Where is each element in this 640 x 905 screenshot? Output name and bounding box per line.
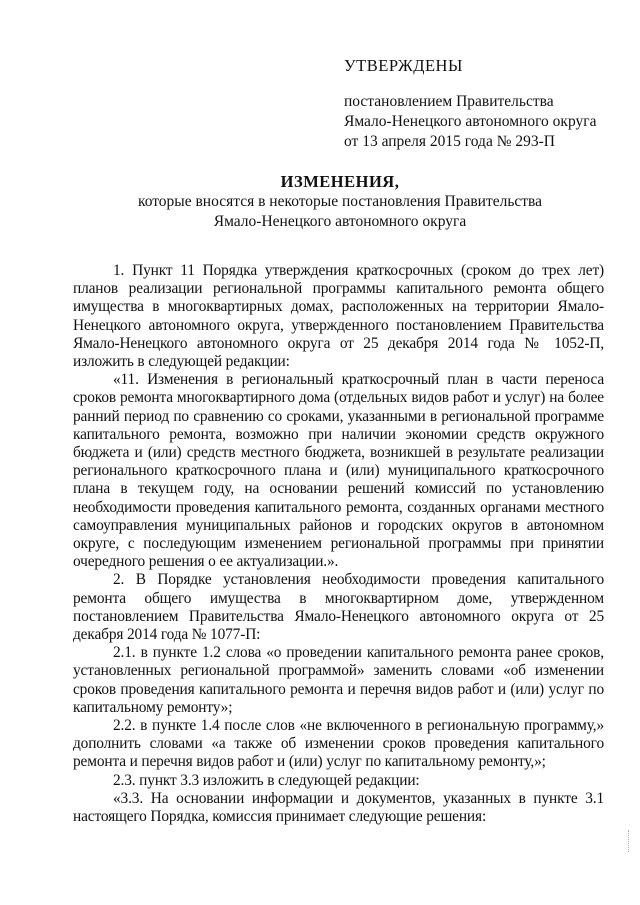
paragraph: «3.3. На основании информации и документов, указанных в пункте 3.1 настоящего Порядка, комиссия принимает следующие решения: <box>73 789 604 826</box>
document-subtitle: которые вносятся в некоторые постановления Правительства <box>137 193 543 210</box>
approval-block <box>344 56 624 152</box>
document-subtitle: Ямало-Ненецкого автономного округа <box>213 213 467 230</box>
approval-heading: УТВЕРЖДЕНЫ <box>344 56 463 75</box>
approval-line: постановлением Правительства <box>344 93 554 110</box>
approval-date-line: от 13 апреля 2015 года № 293-П <box>344 133 555 150</box>
scan-mark <box>628 830 631 852</box>
document-body <box>73 262 604 826</box>
paragraph: 2. В Порядке установления необходимости проведения капитального ремонта общего имущества в многоквартирном доме, утвержденном постановлением Правительства Ямало-Ненецкого автономного округа от 25 декабря 2014 года № 1077-П: <box>73 571 604 644</box>
paragraph: 2.2. в пункте 1.4 после слов «не включенного в региональную программу,» дополнить словами «а также об изменении сроков проведения капитального ремонта и перечня видов работ и (или) услуг по капитальному ремонту,»; <box>73 717 604 771</box>
approval-line: Ямало-Ненецкого автономного округа <box>344 113 597 130</box>
document-title: ИЗМЕНЕНИЯ, <box>280 172 400 191</box>
paragraph: 2.3. пункт 3.3 изложить в следующей редакции: <box>113 771 420 789</box>
paragraph: «11. Изменения в региональный краткосрочный план в части переноса сроков ремонта многоквартирного дома (отдельных видов работ и услуг) на более ранний период по сравнению со сроками, указанными в региональной программе капитального ремонта, возможно при наличии экономии средств окружного бюджета и (или) средств местного бюджета, возникшей в результате реализации регионального краткосрочного плана и (или) муниципального краткосрочного плана в текущем году, на основании решений комиссий по установлению необходимости проведения капитального ремонта, созданных органами местного самоуправления муниципальных районов и городских округов в автономном округе, с последующим изменением региональной программы при принятии очередного решения о ее актуализации.». <box>73 371 604 571</box>
paragraph: 2.1. в пункте 1.2 слова «о проведении капитального ремонта ранее сроков, установленных региональной программой» заменить словами «об изменении сроков проведения капитального ремонта и перечня видов работ и (или) услуг по капитальному ремонту»; <box>73 644 604 716</box>
paragraph: 1. Пункт 11 Порядка утверждения краткосрочных (сроком до трех лет) планов реализации региональной программы капитального ремонта общего имущества в многоквартирных домах, расположенных на территории Ямало-Ненецкого автономного округа, утвержденного постановлением Правительства Ямало-Ненецкого автономного округа от 25 декабря 2014 года № 1052-П, изложить в следующей редакции: <box>73 262 604 371</box>
document-title-block <box>60 172 620 232</box>
